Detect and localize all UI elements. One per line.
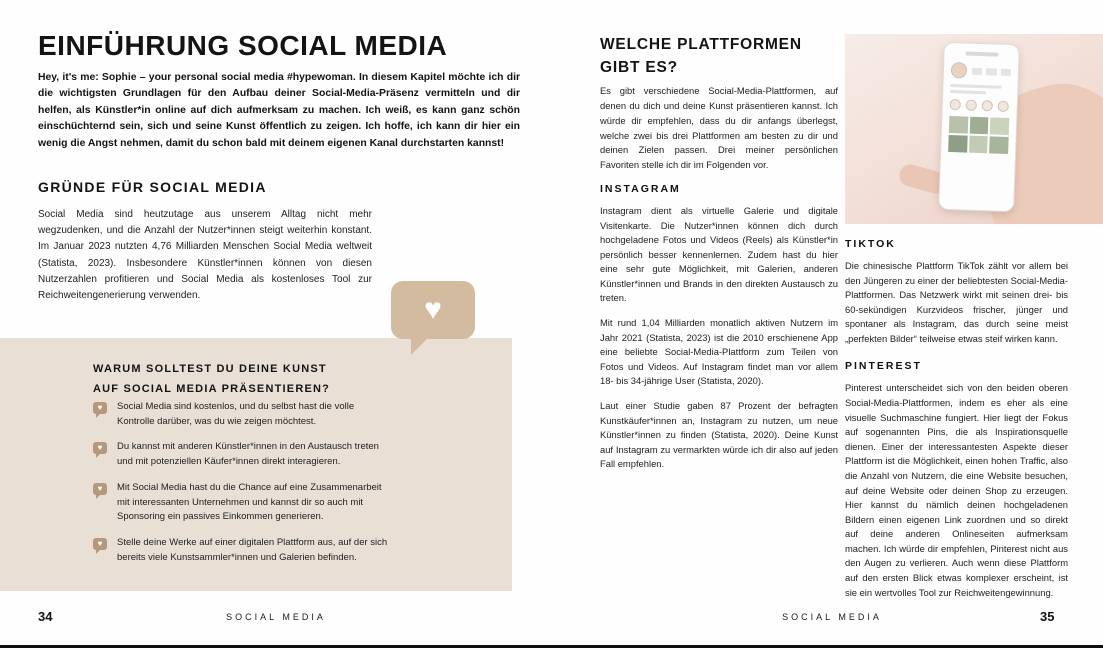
list-item-text: Du kannst mit anderen Künstler*innen in den Austausch treten und mit potenziellen Käufer*innen direkt interagieren. [117, 441, 379, 468]
instagram-paragraph-1: Instagram dient als virtuelle Galerie und digitale Visitenkarte. Die Nutzer*innen können dich durch hochgeladene Fotos und Videos (Reels) als Künstler*in persönlich besser kennenlernen. Zudem hast du hier eine sehr gute Möglichkeit, mit Galerien, anderen Künstler*innen und Brands in den direkten Austausch zu treten. [600, 205, 838, 304]
heart-bubble-bullet-icon: ♥ [93, 483, 107, 495]
page-number-left: 34 [38, 609, 53, 624]
instagram-paragraph-2: Mit rund 1,04 Milliarden monatlich aktiven Nutzern im Jahr 2021 (Statista, 2023) ist die 2010 erschienene App eine beliebte Social-Media-Plattform zum Teilen von Fotos und Videos. Auf Instagram findet man vor allem 18- bis 34-jährige User (Statista, 2020). [600, 317, 838, 387]
highlight-box-heading-line2: AUF SOCIAL MEDIA PRÄSENTIEREN? [93, 382, 331, 395]
instagram-paragraph-3: Laut einer Studie gaben 87 Prozent der befragten Kunstkäufer*innen an, Instagram zu nutzen, um neue Künstler*innen zu finden (Statista, 2020). Deine Kunst auf Instagram zu vermarkten würde ich dir also auf jeden Fall empfehlen. [600, 399, 838, 470]
heart-speech-bubble-icon [391, 281, 475, 339]
page-number-right: 35 [1040, 609, 1055, 624]
intro-paragraph: Hey, it's me: Sophie – your personal social media #hypewoman. In diesem Kapitel möchte ich dir die wichtigsten Grundlagen für den Aufbau deiner Social-Media-Präsenz vermitteln und dir helfen, als Künstler*in online auf dich aufmerksam zu machen. Ich weiß, es kann ganz schön einschüchternd sein, sich und seine Kunst öffentlich zu zeigen. Ich hoffe, ich kann dir hier ein wenig die Angst nehmen, damit du schon bald mit deinem eigenen Kanal durchstarten kannst! [38, 72, 520, 149]
highlight-box-heading-line1: WARUM SOLLTEST DU DEINE KUNST [93, 363, 327, 375]
heart-bubble-bullet-icon: ♥ [93, 402, 107, 414]
profile-bio-lines [950, 84, 1010, 95]
list-item [93, 536, 393, 565]
list-item [93, 400, 393, 429]
list-item-text: Mit Social Media hast du die Chance auf eine Zusammenarbeit mit interessanten Unternehmen und kannst dir so auch mit Sponsoring ein passives Einkommen generieren. [117, 481, 382, 523]
platforms-intro-paragraph: Es gibt verschiedene Social-Media-Plattformen, auf denen du dich und deine Kunst präsentieren kannst. Ich würde dir empfehlen, dass du dir anfangs überlegst, welche zwei bis drei Plattformen am besten zu dir und deinen Zielen passen. Drei meiner persönlichen Favoriten stelle ich dir im Folgenden vor. [600, 85, 838, 171]
heart-bubble-bullet-icon: ♥ [93, 538, 107, 550]
running-title-right: SOCIAL MEDIA [782, 612, 882, 622]
platforms-heading-line2: GIBT ES? [600, 59, 678, 77]
phone-instagram-profile-mockup [938, 42, 1020, 213]
heart-bubble-bullet-icon: ♥ [93, 442, 107, 454]
tiktok-paragraph: Die chinesische Plattform TikTok zählt vor allem bei den Jüngeren zu einer der beliebtesten Social-Media-Plattformen. Das Netzwerk wirkt mit seinen drei- bis 60-sekündigen Kurzvideos frischer, jünger und spontaner als Instagram, das durch seine meist „perfekten Bilder“ teilweise etwas steif wirken kann. [845, 260, 1068, 344]
section-pinterest [845, 360, 1068, 600]
pinterest-heading: PINTEREST [845, 360, 922, 373]
profile-story-highlights [950, 99, 1010, 112]
running-title-left: SOCIAL MEDIA [226, 612, 326, 622]
page-title: EINFÜHRUNG SOCIAL MEDIA [38, 30, 448, 61]
tiktok-heading: TIKTOK [845, 238, 896, 250]
section-heading-gruende: GRÜNDE FÜR SOCIAL MEDIA [38, 179, 267, 195]
list-item [93, 481, 393, 525]
highlight-box [0, 338, 512, 591]
heart-icon: ♥ [424, 293, 442, 326]
pinterest-paragraph: Pinterest unterscheidet sich von den beiden oberen Social-Media-Plattformen, indem es eher als eine visuelle Suchmaschine fungiert. Hier liegt der Fokus auf sogenannten Pins, die als Inspirationsquelle dienen. Einer der interessantesten Aspekte dieser Plattform ist die Möglichkeit, einen hohen Traffic, also die Anzahl von Nutzern, die eine Website besuchen, auf deine Website oder deinen Shop zu erzeugen. Hier kannst du nämlich deinen hochgeladenen Bildern einen eigenen Link zuordnen und so direkt auf deine anderen Onlineseiten aufmerksam machen. Ich würde dir empfehlen, Pinterest nicht aus den Augen zu verlieren. Auch wenn diese Plattform auf den ersten Blick etwas komplexer erscheint, ist sie ein wertvolles Tool zur Reichweitengewinnung. [845, 382, 1068, 598]
instagram-heading: INSTAGRAM [600, 183, 681, 195]
highlight-box-list [93, 400, 393, 576]
profile-avatar [951, 62, 968, 79]
profile-stats [972, 67, 1011, 75]
list-item-text: Social Media sind kostenlos, und du selbst hast die volle Kontrolle darüber, was du wie zeigen möchtest. [117, 401, 355, 427]
list-item [93, 440, 393, 469]
highlight-box-heading [93, 360, 330, 400]
profile-photo-grid [948, 116, 1009, 154]
platforms-heading-line1: WELCHE PLATTFORMEN [600, 36, 802, 53]
section-tiktok [845, 238, 1068, 346]
photo-hands-holding-phone [845, 34, 1103, 224]
column-instagram [600, 183, 838, 482]
phone-profile-row [951, 62, 1012, 80]
column-tiktok-pinterest [845, 238, 1068, 614]
phone-username-bar [965, 51, 998, 56]
list-item-text: Stelle deine Werke auf einer digitalen Plattform aus, auf der sich bereits viele Kunstsammler*innen und Galerien befinden. [117, 537, 388, 563]
section-body-paragraph: Social Media sind heutzutage aus unserem Alltag nicht mehr wegzudenken, und die Anzahl der Nutzer*innen steigt weiterhin konstant. Im Januar 2023 nutzten 4,76 Milliarden Menschen Social Media weltweit (Statista, 2023). Insbesondere Künstler*innen können von diesen Nutzerzahlen profitieren und Social Media als kostenloses Tool zur Reichweitengenerierung verwenden. [38, 209, 372, 301]
platforms-heading [600, 33, 802, 80]
